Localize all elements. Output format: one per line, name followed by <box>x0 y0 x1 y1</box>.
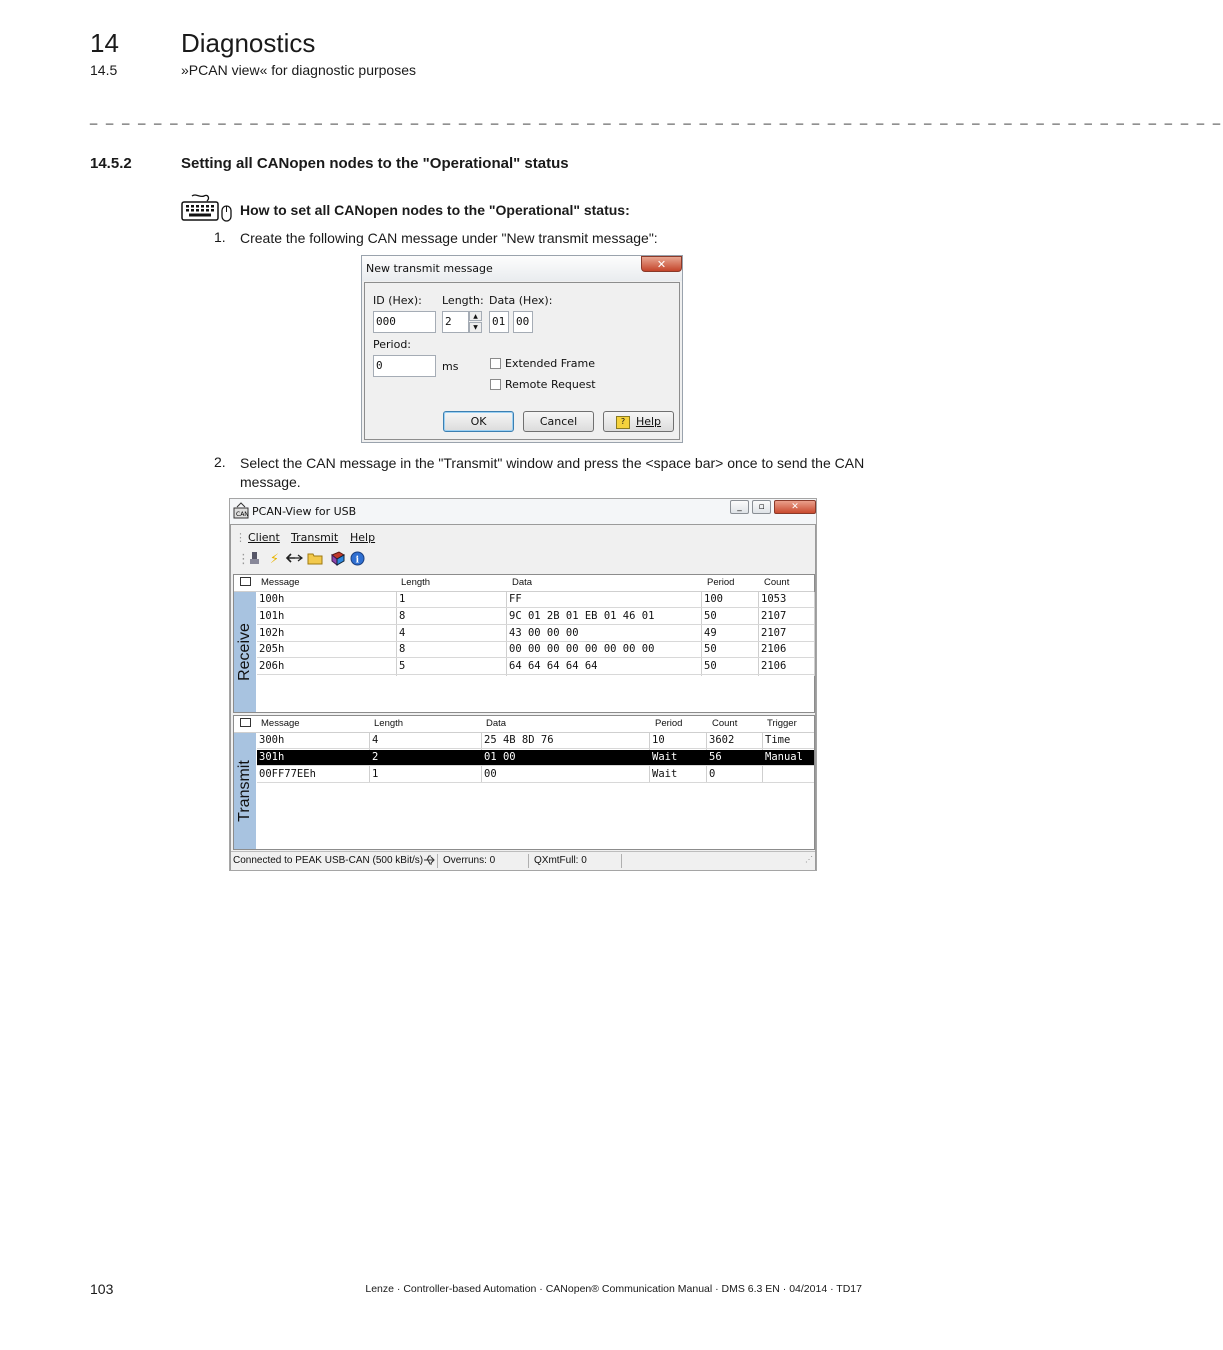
table-cell: 100 <box>704 593 723 605</box>
table-cell: 205h <box>259 643 285 656</box>
table-cell: 10 <box>652 734 665 746</box>
period-label: Period: <box>373 338 412 351</box>
table-row[interactable] <box>257 750 814 766</box>
table-row[interactable] <box>257 609 814 625</box>
transmit-tab[interactable] <box>234 733 256 849</box>
id-field[interactable]: 000 <box>373 311 436 333</box>
connect-icon[interactable] <box>246 551 263 568</box>
menu-client[interactable]: Client <box>248 531 280 544</box>
pcan-client-area: ⋮ Client Transmit Help ⋮ ⚡ i Message Length Data Period Count Receive 100h 1 FF 100 1053 101h 8 9C 01 2B 01 EB 01 46 01 50 2107 102h 4 43 00 00 00 49 2107 205h 8 00 00 00 00 00 00 00 00 50 2106 206h 5 64 64 64 64 64 50 2106 Message Length Data Period Count Trigger Transmit 300h 4 25 4B 8D 76 10 3602 Time 301h 2 01 00 Wait 56 Manual 00FF77EEh 1 00 Wait 0 Connected to PEAK USB-CAN (500 kBit/s) Overruns: 0 QXmtFull: 0 ⋰ <box>230 524 816 870</box>
ok-button[interactable]: OK <box>443 411 514 432</box>
overruns-status: Overruns: 0 <box>443 855 496 866</box>
transmit-header <box>234 716 814 733</box>
table-cell: 8 <box>399 609 406 622</box>
column-header[interactable]: Length <box>401 577 431 588</box>
pcan-view-window <box>229 498 817 871</box>
table-cell: 50 <box>704 609 717 622</box>
help-icon: ? <box>616 416 630 429</box>
column-header[interactable]: Message <box>261 718 300 729</box>
table-cell: 0 <box>709 767 716 780</box>
info-icon[interactable] <box>349 551 366 568</box>
book-icon[interactable] <box>329 551 346 568</box>
table-cell: 1 <box>399 593 406 605</box>
help-button[interactable] <box>603 411 674 432</box>
data-byte-field[interactable]: 01 <box>489 311 509 333</box>
folder-icon[interactable] <box>306 551 323 568</box>
table-cell: Wait <box>652 767 678 780</box>
table-cell: 2 <box>372 750 379 763</box>
table-cell: 00 00 00 00 00 00 00 00 <box>509 643 655 656</box>
table-cell: Manual <box>765 750 803 763</box>
column-header[interactable]: Data <box>512 577 533 588</box>
length-field[interactable]: 2 <box>442 311 469 333</box>
table-row[interactable] <box>257 592 814 608</box>
subsection-number: 14.5.2 <box>90 155 132 172</box>
keyboard-mouse-icon <box>180 194 234 224</box>
receive-tab-label: Receive <box>236 623 253 681</box>
new-transmit-message-dialog <box>361 255 683 443</box>
section-title: »PCAN view« for diagnostic purposes <box>181 62 417 78</box>
maximize-icon[interactable]: ▫ <box>752 500 771 514</box>
chevron-up-icon[interactable]: ▲ <box>469 311 482 321</box>
table-cell: 101h <box>259 609 285 622</box>
column-header[interactable]: Count <box>764 577 790 588</box>
connection-status: Connected to PEAK USB-CAN (500 kBit/s) <box>233 855 424 866</box>
dialog-body <box>364 282 680 440</box>
status-bar <box>231 851 815 870</box>
table-cell: 9C 01 2B 01 EB 01 46 01 <box>509 609 655 622</box>
table-cell: 64 64 64 64 64 <box>509 660 598 673</box>
window-toggle-icon[interactable] <box>240 577 251 586</box>
column-header[interactable]: Trigger <box>767 718 797 729</box>
table-cell: 3602 <box>709 734 735 746</box>
table-cell: 5 <box>399 660 406 673</box>
table-row[interactable] <box>257 767 814 783</box>
table-cell: Wait <box>652 750 678 763</box>
table-cell: 2106 <box>761 643 787 656</box>
step-number: 1. <box>214 229 226 245</box>
table-row[interactable] <box>257 626 814 642</box>
subsection-title: Setting all CANopen nodes to the "Operational" status <box>181 155 569 172</box>
close-icon[interactable]: ✕ <box>774 500 816 514</box>
usb-icon <box>422 853 436 870</box>
receive-tab[interactable] <box>234 592 256 712</box>
column-header[interactable]: Period <box>707 577 735 588</box>
transmit-panel <box>233 715 815 850</box>
column-header[interactable]: Period <box>655 718 683 729</box>
close-icon[interactable]: ✕ <box>641 256 682 272</box>
window-toggle-icon[interactable] <box>240 718 251 727</box>
menu-help[interactable]: Help <box>350 531 376 544</box>
column-header[interactable]: Count <box>712 718 738 729</box>
step-text: Create the following CAN message under "New transmit message": <box>240 230 658 246</box>
qxmtfull-status: QXmtFull: 0 <box>534 855 587 866</box>
table-cell: 8 <box>399 643 406 656</box>
table-cell: 300h <box>259 734 285 746</box>
reset-icon[interactable]: ⚡ <box>269 552 280 567</box>
section-number: 14.5 <box>90 62 118 78</box>
svg-text:i: i <box>355 555 360 566</box>
table-cell: 50 <box>704 643 717 656</box>
dialog-title: New transmit message <box>366 262 493 275</box>
transmit-table <box>257 733 814 849</box>
extended-frame-label: Extended Frame <box>505 357 596 370</box>
receive-panel <box>233 574 815 713</box>
table-cell: 206h <box>259 660 285 673</box>
table-cell: 301h <box>259 750 285 763</box>
table-cell: 1 <box>372 767 379 780</box>
column-header[interactable]: Data <box>486 718 507 729</box>
chevron-down-icon[interactable]: ▼ <box>469 322 482 333</box>
length-label: Length: <box>442 294 484 307</box>
table-cell: 2107 <box>761 626 787 639</box>
id-label: ID (Hex): <box>373 294 422 307</box>
table-row[interactable] <box>257 733 814 749</box>
resize-grip-icon[interactable]: ⋰ <box>805 855 813 864</box>
table-cell: 43 00 00 00 <box>509 626 579 639</box>
table-cell: 4 <box>399 626 406 639</box>
receive-header <box>234 575 814 592</box>
data-byte-field[interactable]: 00 <box>513 311 533 333</box>
step-number: 2. <box>214 454 226 470</box>
length-stepper[interactable] <box>469 311 482 333</box>
table-cell: 4 <box>372 734 379 746</box>
pcan-app-icon <box>233 503 249 519</box>
menu-transmit[interactable]: Transmit <box>291 531 339 544</box>
footer-text: Lenze · Controller-based Automation · CANopen® Communication Manual · DMS 6.3 EN · 04/2014 · TD17 <box>365 1283 862 1295</box>
table-row[interactable] <box>257 659 814 675</box>
chapter-number: 14 <box>90 28 119 58</box>
remote-request-label: Remote Request <box>505 378 596 391</box>
table-cell: 100h <box>259 593 285 605</box>
pcan-titlebar <box>230 499 816 524</box>
page-number: 103 <box>90 1281 114 1297</box>
minimize-icon[interactable]: _ <box>730 500 749 514</box>
help-button-label: Help <box>635 415 662 428</box>
table-cell: 2106 <box>761 660 787 673</box>
table-cell: 25 4B 8D 76 <box>484 734 554 746</box>
table-cell: 00FF77EEh <box>259 767 316 780</box>
table-cell: 1053 <box>761 593 787 605</box>
table-cell: 56 <box>709 750 722 763</box>
pcan-title: PCAN-View for USB <box>252 505 357 518</box>
header-divider: _ _ _ _ _ _ _ _ _ _ _ _ _ _ _ _ _ _ _ _ _ _ _ _ _ _ _ _ _ _ _ _ _ _ _ _ _ _ _ _ _ _ _ _ _ _ _ _ _ _ _ _ _ _ _ _ _ _ _ _ _ _ _ _ _ _ _ _ _ _ _ <box>90 110 1223 125</box>
transmit-icon[interactable] <box>286 551 303 568</box>
table-cell: 2107 <box>761 609 787 622</box>
table-cell: 50 <box>704 660 717 673</box>
table-cell: 01 00 <box>484 750 516 763</box>
step-text: Select the CAN message in the "Transmit" window and press the <space bar> once to send the CAN message. <box>240 455 865 490</box>
receive-table <box>257 592 814 712</box>
cancel-button[interactable]: Cancel <box>523 411 594 432</box>
table-cell: 102h <box>259 626 285 639</box>
period-field[interactable]: 0 <box>373 355 436 377</box>
data-label: Data (Hex): <box>489 294 553 307</box>
chapter-title: Diagnostics <box>181 28 316 58</box>
remote-request-checkbox[interactable] <box>490 379 501 390</box>
table-cell: FF <box>509 593 522 605</box>
transmit-tab-label: Transmit <box>236 760 253 822</box>
period-unit: ms <box>442 360 459 373</box>
table-cell: 49 <box>704 626 717 639</box>
dialog-titlebar <box>362 256 682 281</box>
howto-heading: How to set all CANopen nodes to the "Operational" status: <box>240 202 630 218</box>
table-row[interactable] <box>257 642 814 658</box>
column-header[interactable]: Length <box>374 718 404 729</box>
svg-text:CAN: CAN <box>236 511 249 518</box>
extended-frame-checkbox[interactable] <box>490 358 501 369</box>
column-header[interactable]: Message <box>261 577 300 588</box>
table-cell: Time <box>765 734 791 746</box>
table-cell: 00 <box>484 767 497 780</box>
